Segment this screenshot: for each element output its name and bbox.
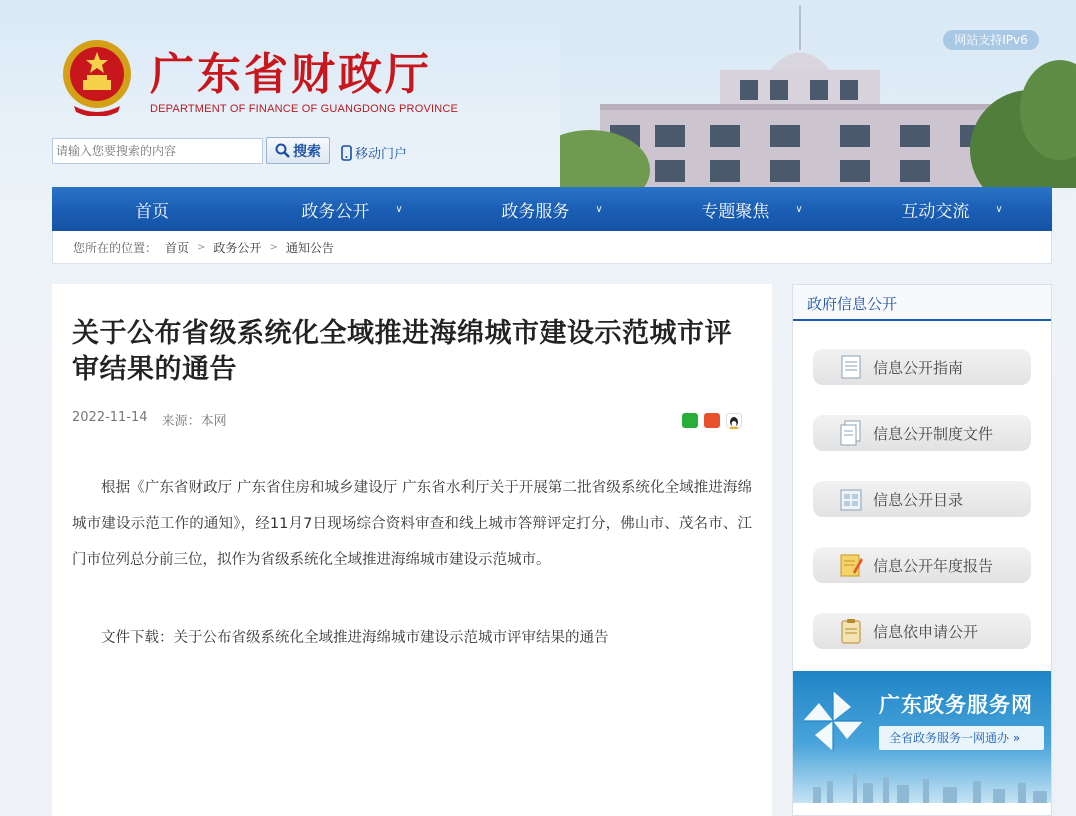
- nav-item-label: 专题聚焦: [701, 201, 770, 222]
- pinwheel-logo-icon: [797, 685, 877, 775]
- sidebar-item-label: 信息公开指南: [873, 358, 964, 377]
- search-icon: [275, 143, 290, 158]
- article: [52, 284, 772, 816]
- sidebar: [792, 284, 1052, 816]
- article-title: 关于公布省级系统化全域推进海绵城市建设示范城市评审结果的通告: [72, 318, 732, 385]
- nav-item-label: 互动交流: [901, 201, 970, 222]
- banner-subtitle: 全省政务服务一网通办 »: [879, 726, 1044, 750]
- breadcrumb: [52, 231, 1052, 264]
- mobile-phone-icon: [341, 145, 352, 161]
- breadcrumb-home[interactable]: 首页: [165, 240, 190, 255]
- breadcrumb-separator: >: [269, 241, 278, 253]
- sidebar-item-label: 信息公开目录: [873, 490, 964, 509]
- building-illustration: [560, 0, 1076, 188]
- gd-gov-service-banner[interactable]: [793, 671, 1051, 803]
- sidebar-item-label: 信息公开年度报告: [873, 556, 994, 575]
- nav-item-interaction[interactable]: [852, 187, 1052, 231]
- sidebar-item-label: 信息公开制度文件: [873, 424, 994, 443]
- qq-penguin-icon: [727, 416, 741, 429]
- breadcrumb-notices[interactable]: 通知公告: [285, 240, 334, 255]
- nav-item-gov-affairs[interactable]: [252, 187, 452, 231]
- article-body: 根据《广东省财政厅 广东省住房和城乡建设厅 广东省水利厅关于开展第二批省级系统化全域推进海绵城市建设示范工作的通知》，经11月7日现场综合资料审查和线上城市答辩评定打分，佛山市、茂名市、江门市位列总分前三位，拟作为省级系统化全域推进海绵城市建设示范城市。: [72, 480, 752, 568]
- city-skyline-icon: [793, 763, 1051, 803]
- site-header: [0, 0, 1076, 188]
- nav-item-gov-services[interactable]: [452, 187, 652, 231]
- sidebar-item-application[interactable]: [813, 613, 1031, 649]
- breadcrumb-gov-affairs[interactable]: 政务公开: [213, 240, 262, 255]
- clipboard-icon: [839, 618, 863, 644]
- breadcrumb-separator: >: [197, 241, 206, 253]
- sidebar-item-catalog[interactable]: [813, 481, 1031, 517]
- files-icon: [839, 420, 863, 446]
- qq-share-icon[interactable]: [726, 413, 742, 428]
- wechat-share-icon[interactable]: [682, 413, 698, 428]
- mobile-portal-link[interactable]: [341, 143, 407, 162]
- mobile-portal-label: 移动门户: [355, 147, 408, 162]
- article-meta: [72, 410, 227, 429]
- nav-item-label: 首页: [135, 201, 169, 222]
- nav-item-label: 政务公开: [301, 201, 370, 222]
- sidebar-item-policy-files[interactable]: [813, 415, 1031, 451]
- search-button-label: 搜索: [293, 143, 321, 160]
- national-emblem-icon: [60, 36, 134, 116]
- nav-item-topics[interactable]: [652, 187, 852, 231]
- chevron-down-icon: ∨: [595, 203, 603, 215]
- main-nav: [52, 187, 1052, 231]
- chevron-down-icon: ∨: [795, 203, 803, 215]
- search-input[interactable]: [52, 138, 263, 164]
- sidebar-heading: 政府信息公开: [793, 285, 1051, 321]
- chevron-down-icon: ∨: [395, 203, 403, 215]
- sidebar-item-annual-report[interactable]: [813, 547, 1031, 583]
- site-subtitle: DEPARTMENT OF FINANCE OF GUANGDONG PROVINCE: [150, 103, 459, 115]
- weibo-share-icon[interactable]: [704, 413, 720, 428]
- share-bar: [682, 413, 742, 428]
- banner-title: 广东政务服务网: [879, 693, 1033, 717]
- catalog-icon: [839, 486, 863, 512]
- site-title: 广东省财政厅: [150, 49, 432, 100]
- search-button[interactable]: [266, 137, 330, 164]
- chevron-down-icon: ∨: [995, 203, 1003, 215]
- document-icon: [839, 354, 863, 380]
- article-date: 2022-11-14: [72, 410, 148, 425]
- nav-item-home[interactable]: [52, 187, 252, 231]
- sidebar-item-label: 信息依申请公开: [873, 622, 979, 641]
- file-download-link[interactable]: 文件下载：关于公布省级系统化全域推进海绵城市建设示范城市评审结果的通告: [101, 630, 609, 646]
- pencil-report-icon: [839, 552, 863, 578]
- breadcrumb-prefix: 您所在的位置：: [73, 240, 158, 255]
- nav-item-label: 政务服务: [501, 201, 570, 222]
- article-source: 来源：本网: [161, 414, 227, 429]
- ipv6-badge: 网站支持IPv6: [943, 30, 1039, 50]
- sidebar-item-guide[interactable]: [813, 349, 1031, 385]
